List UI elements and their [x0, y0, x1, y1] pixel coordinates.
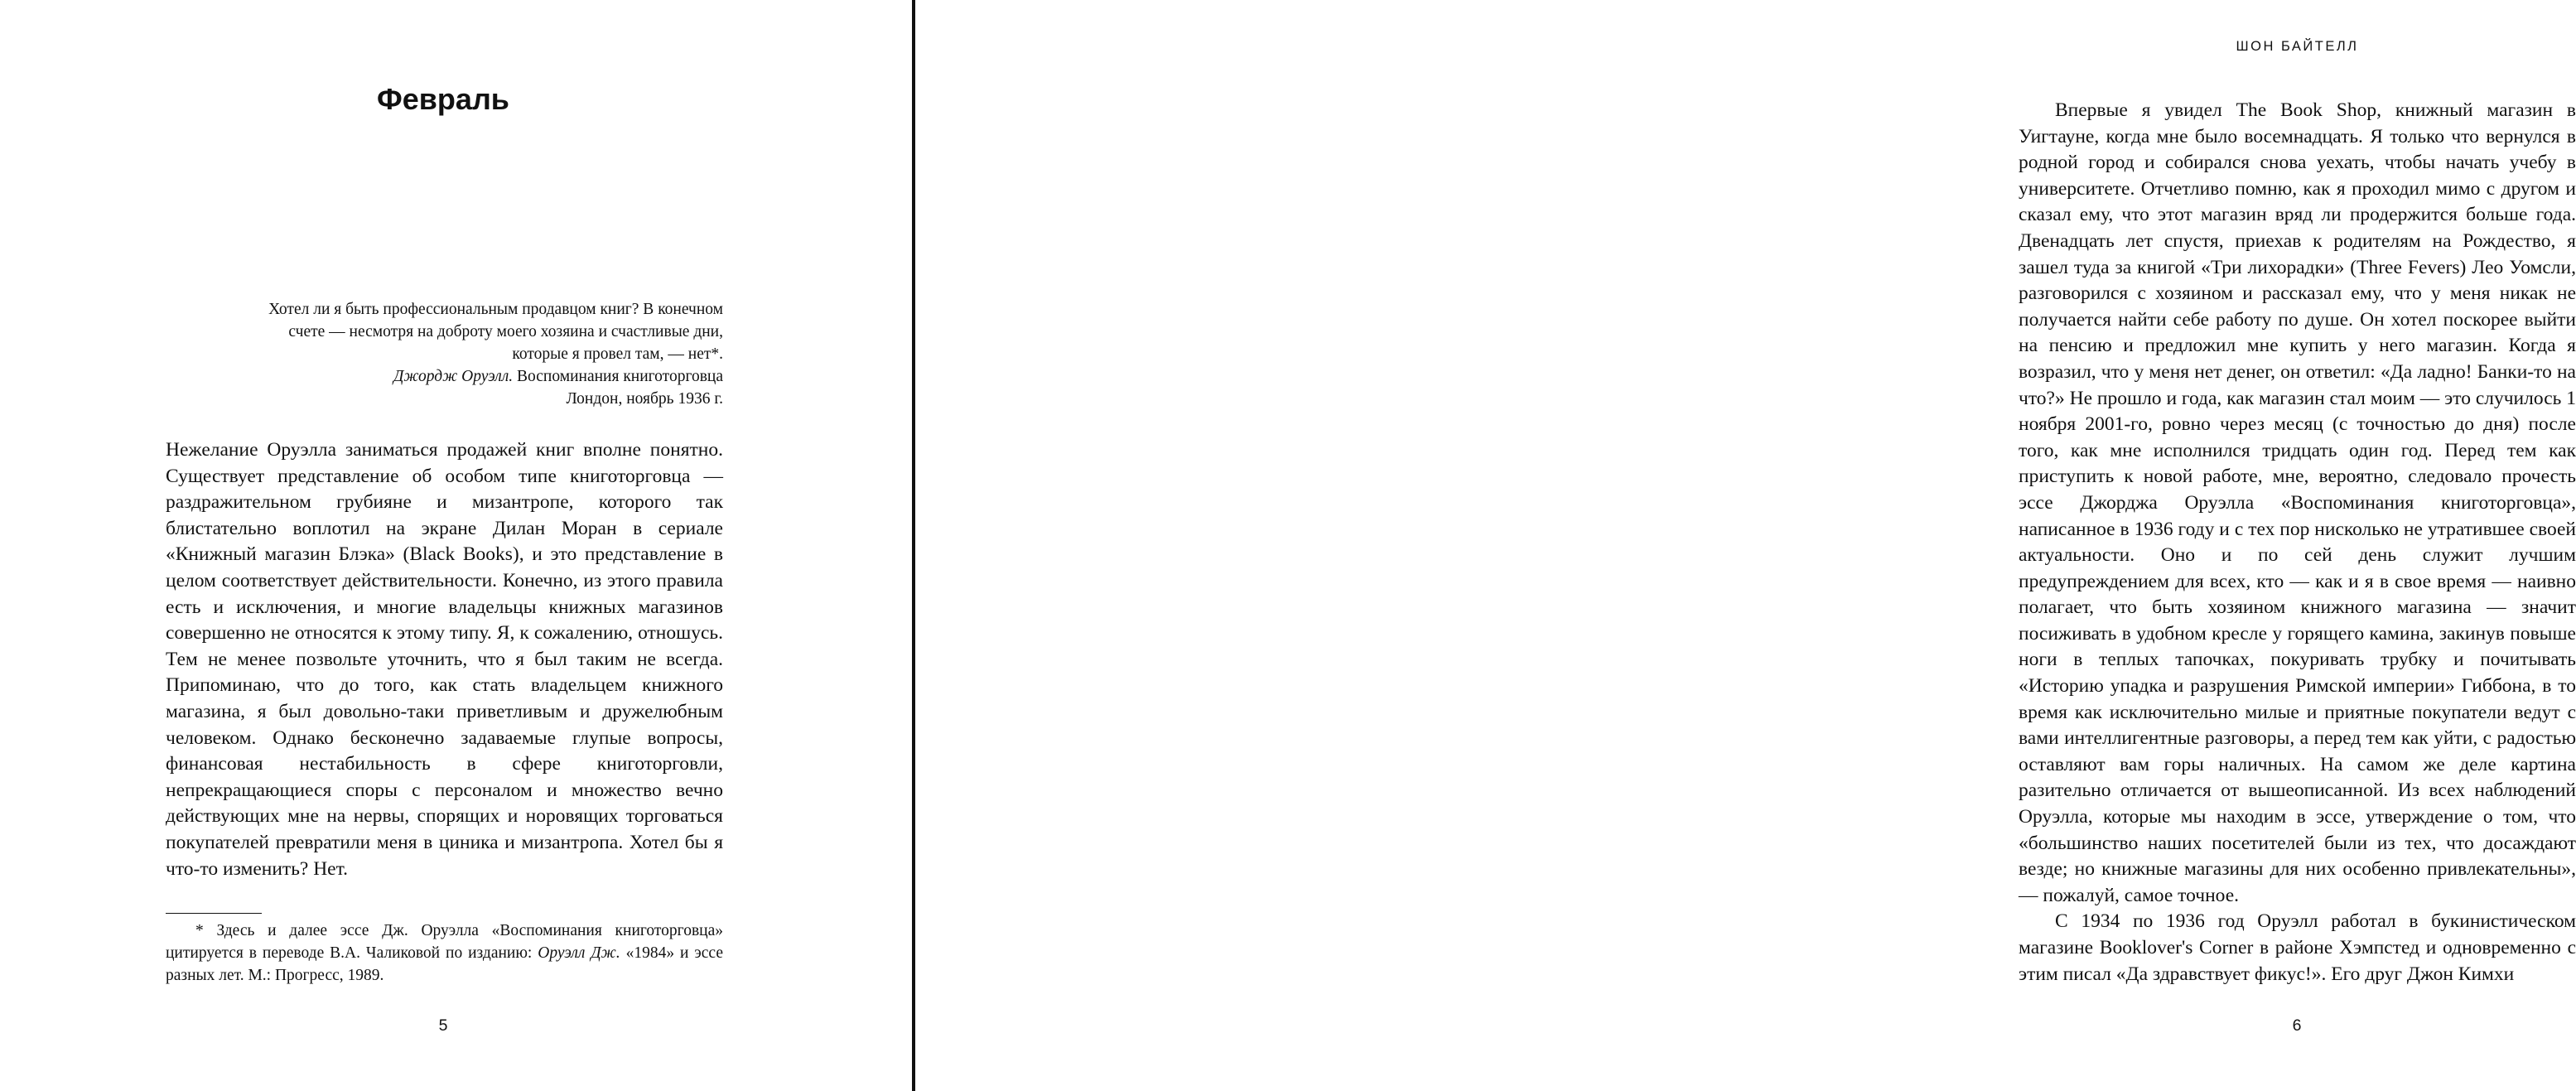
epigraph-attribution [232, 365, 723, 388]
footnote-author: Оруэлл Дж. [538, 944, 620, 962]
footnote-text-2: «1984» и эссе разных лет. М.: Прогресс, 1989. [166, 944, 723, 984]
epigraph-place-date: Лондон, ноябрь 1936 г. [566, 390, 723, 408]
left-body-text [166, 437, 723, 882]
footnote-divider [166, 913, 262, 914]
right-paragraph-2: С 1934 по 1936 год Оруэлл работал в букинистическом магазине Booklover's Corner в районе Хэмпстед и одновременно с этим писал «Да здравствует фикус!». Его друг Джон Кимхи [2019, 910, 2576, 985]
right-page [915, 0, 2576, 1091]
left-page [0, 0, 912, 1091]
epigraph [232, 298, 723, 410]
footnote [166, 920, 723, 987]
running-header: ШОН БАЙТЕЛЛ [2236, 39, 2359, 54]
footnote-marker: * [195, 922, 204, 939]
right-body-text [2019, 98, 2576, 987]
left-paragraph: Нежелание Оруэлла заниматься продажей книг вполне понятно. Существует представление об особом типе книготорговца — раздражительном грубияне и мизантропе, которого так блистательно воплотил на экране Дилан Моран в сериале «Книжный магазин Блэка» (Black Books), и это представление в целом соответствует действительности. Конечно, из этого правила есть и исключения, и многие владельцы книжных магазинов совершенно не относятся к этому типу. Я, к сожалению, отношусь. Тем не менее позвольте уточнить, что я был таким не всегда. Припоминаю, что до того, как стать владельцем книжного магазина, я был довольно-таки приветливым и дружелюбным человеком. Однако бесконечно задаваемые глупые вопросы, финансовая нестабильность в сфере книготорговли, непрекращающиеся споры с персоналом и множество вечно действующих мне на нервы, спорящих и норовящих торговаться покупателей превратили меня в циника и мизантропа. Хотел бы я что-то изменить? Нет. [166, 439, 723, 880]
epigraph-author: Джордж Оруэлл. [393, 368, 514, 385]
page-number-left: 5 [438, 1016, 448, 1035]
footnote-text-1: Здесь и далее эссе Дж. Оруэлла «Воспоминания книготорговца» цитируется в переводе В.А. Чаликовой по изданию: [166, 922, 723, 962]
chapter-title: Февраль [377, 82, 509, 116]
page-number-right: 6 [2292, 1016, 2302, 1035]
right-paragraph-1: Впервые я увидел The Book Shop, книжный магазин в Уигтауне, когда мне было восемнадцать. Я только что вернулся в родной город и собирался снова уехать, чтобы начать учебу в университете. Отчетливо помню, как я проходил мимо с другом и сказал ему, что этот магазин вряд ли продержится больше года. Двенадцать лет спустя, приехав к родителям на Рождество, я зашел туда за книгой «Три лихорадки» (Three Fevers) Лео Уомсли, разговорился с хозяином и рассказал ему, что у меня никак не получается найти себе работу по душе. Он хотел поскорее выйти на пенсию и предложил мне купить у него магазин. Когда я возразил, что у меня нет денег, он ответил: «Да ладно! Банки-то на что?» Не прошло и года, как магазин стал моим — это случилось 1 ноября 2001-го, ровно через месяц (с точностью до дня) после того, как мне исполнился тридцать один год. Перед тем как приступить к новой работе, мне, вероятно, следовало прочесть эссе Джорджа Оруэлла «Воспоминания книготорговца», написанное в 1936 году и с тех пор нисколько не утратившее своей актуальности. Оно и по сей день служит лучшим предупреждением для всех, кто — как и я в свое время — наивно полагает, что быть хозяином книжного магазина — значит посиживать в удобном кресле у горящего камина, закинув повыше ноги в теплых тапочках, покуривать трубку и почитывать «Историю упадка и разрушения Римской империи» Гиббона, в то время как исключительно милые и приятные покупатели ведут с вами интеллигентные разговоры, а перед тем как уйти, с радостью оставляют вам горы наличных. На самом же деле картина разительно отличается от вышеописанной. Из всех наблюдений Оруэлла, которые мы находим в эссе, утверждение о том, что «большинство наших посетителей были из тех, что досаждают везде; но книжные магазины для них особенно привлекательны», — пожалуй, самое точное. [2019, 99, 2576, 906]
epigraph-quote: Хотел ли я быть профессиональным продавцом книг? В конечном счете — несмотря на доброту моего хозяина и счастливые дни, которые я провел там, — нет*. [268, 301, 723, 363]
epigraph-work: Воспоминания книготорговца [513, 368, 723, 385]
